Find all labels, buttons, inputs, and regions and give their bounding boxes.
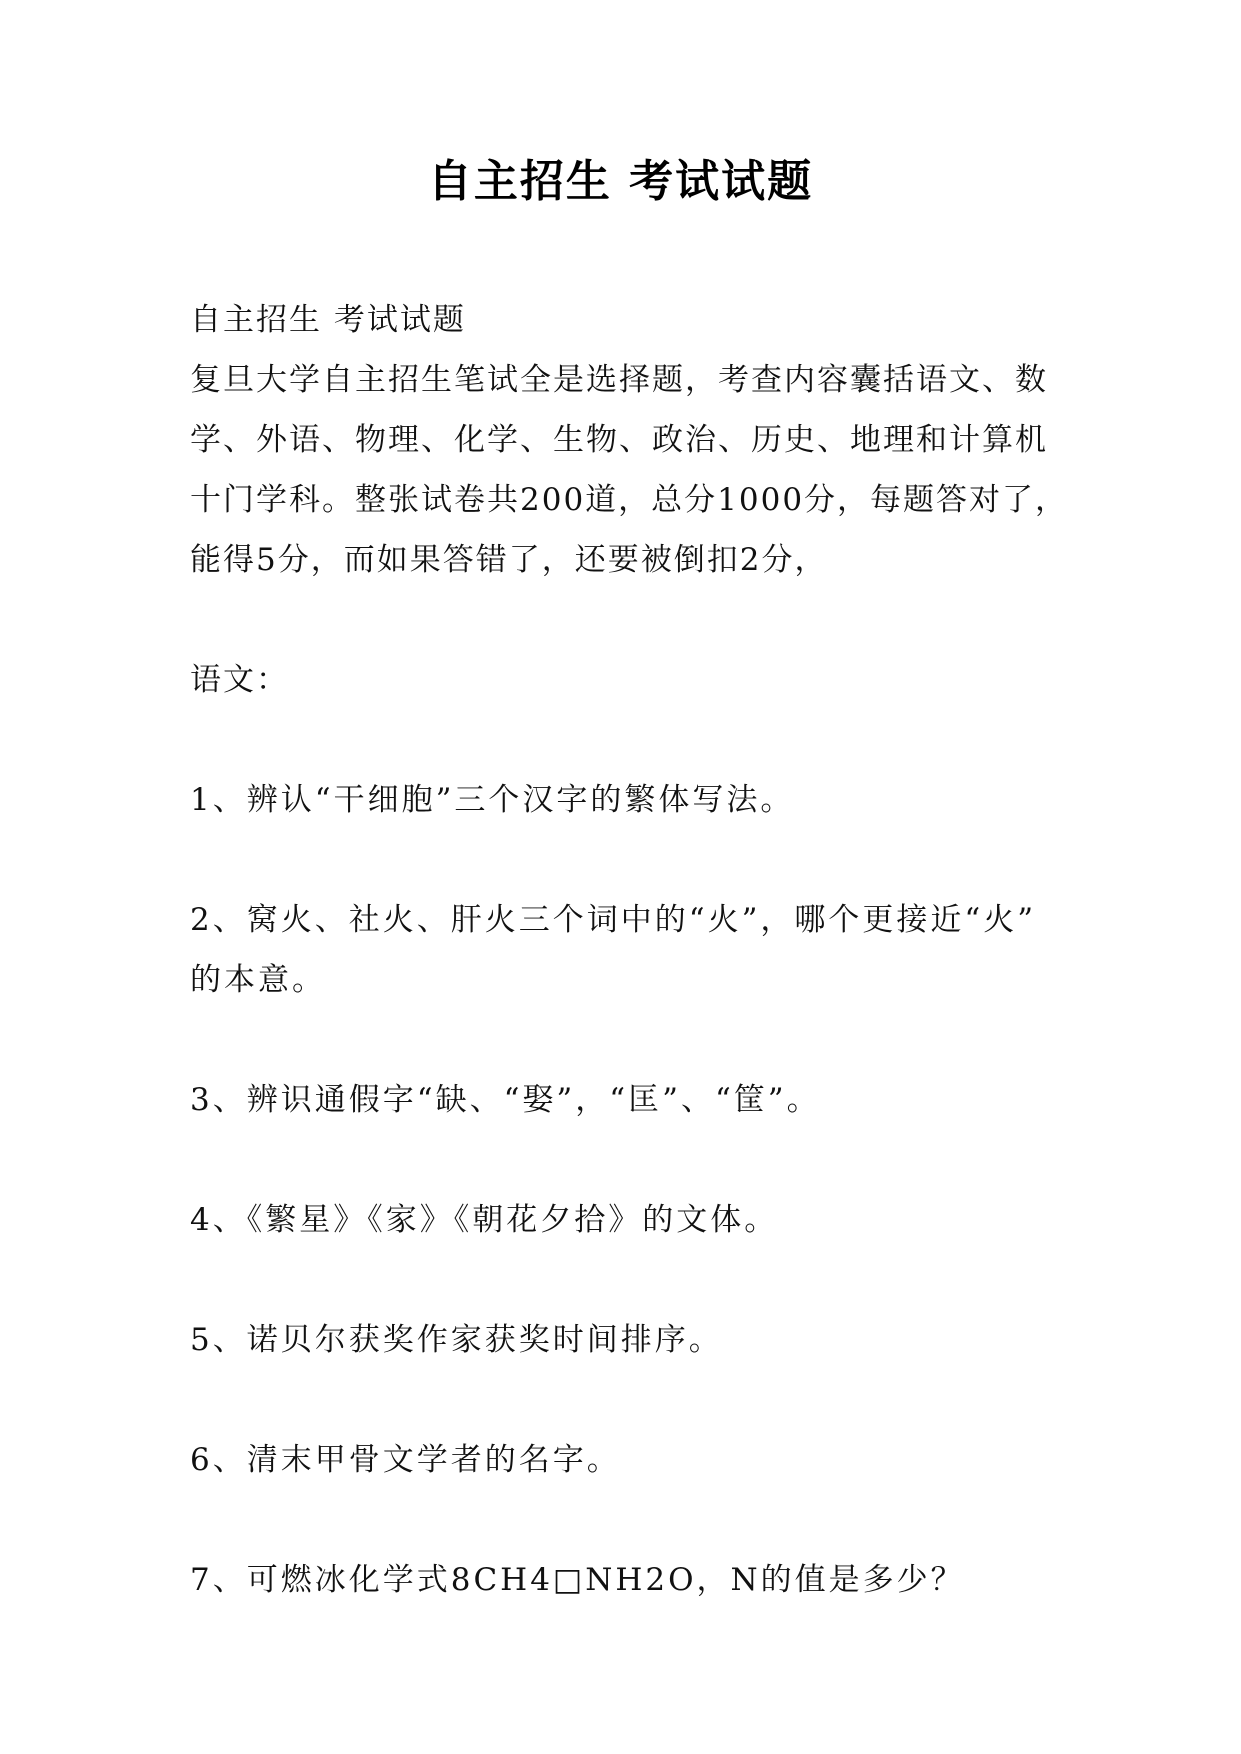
spacer [190,1130,1070,1190]
question-item: 5、诺贝尔获奖作家获奖时间排序。 [190,1322,723,1358]
document-body [190,290,1070,1610]
section-label: 语文： [190,662,289,698]
subtitle-line: 自主招生 考试试题 [190,302,466,338]
spacer [190,710,1070,770]
question-item: 2、窝火、社火、肝火三个词中的“火”，哪个更接近“火” [190,902,1037,938]
spacer [190,1010,1070,1070]
spacer [190,590,1070,650]
intro-line: 学、外语、物理、化学、生物、政治、历史、地理和计算机 [190,422,1048,458]
spacer [190,1250,1070,1310]
spacer [190,830,1070,890]
question-item-continued: 的本意。 [190,962,326,998]
question-item: 7、可燃冰化学式8CH4□NH2O，N的值是多少？ [190,1562,965,1598]
spacer [190,1490,1070,1550]
document-title: 自主招生 考试试题 [427,156,814,207]
question-item: 6、清末甲骨文学者的名字。 [190,1442,621,1478]
intro-line: 十门学科。整张试卷共200道，总分1000分，每题答对了， [190,482,1069,518]
spacer [190,1370,1070,1430]
question-item: 1、辨认“干细胞”三个汉字的繁体写法。 [190,782,795,818]
intro-line: 复旦大学自主招生笔试全是选择题，考查内容囊括语文、数 [190,362,1048,398]
question-item: 4、《繁星》《家》《朝花夕拾》的文体。 [190,1202,779,1238]
intro-line: 能得5分，而如果答错了，还要被倒扣2分， [190,542,828,578]
question-item: 3、辨识通假字“缺、“娶”，“匡”、“筐”。 [190,1082,821,1118]
